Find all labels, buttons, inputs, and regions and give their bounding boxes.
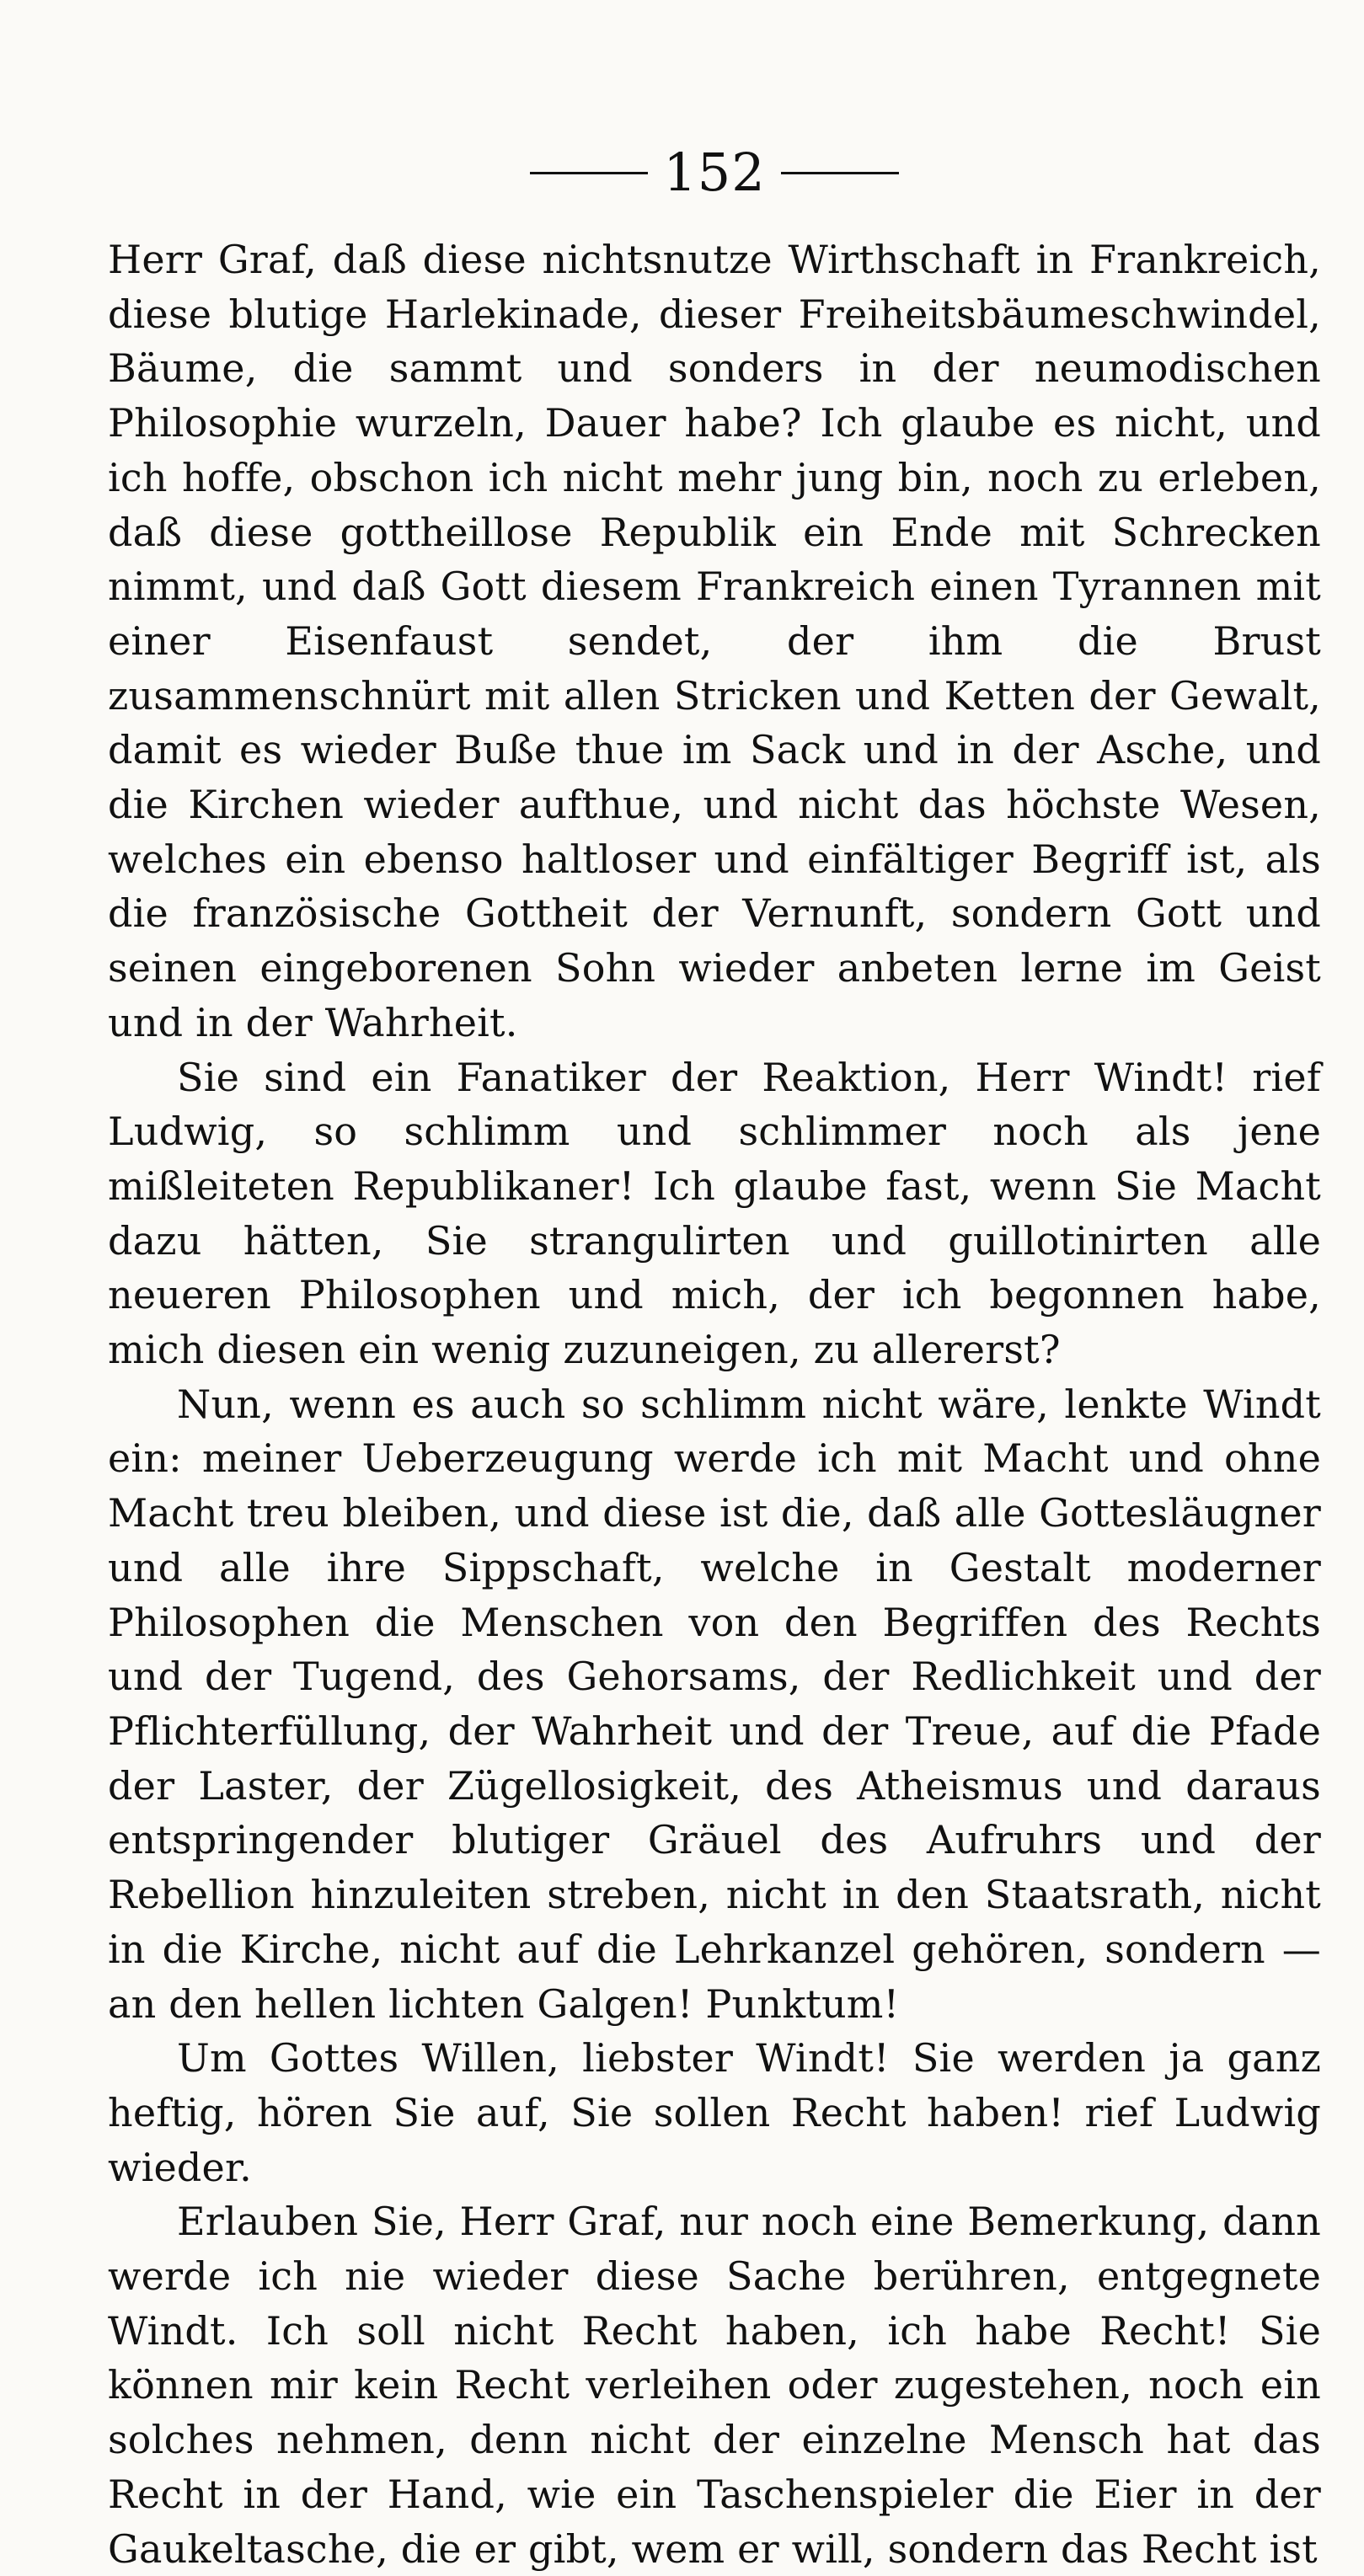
paragraph-3: Nun, wenn es auch so schlimm nicht wäre, lenkte Windt ein: meiner Ueberzeugung werde ich mit Macht und ohne Macht treu bleiben, und diese ist die, daß alle Gottesläugner und alle ihre Sippschaft, welche in Gestalt moderner Philosophen die Menschen von den Begriffen des Rechts und der Tugend, des Gehorsams, der Redlichkeit und der Pflichterfüllung, der Wahrheit und der Treue, auf die Pfade der Laster, der Zügellosigkeit, des Atheismus und daraus entspringender blutiger Gräuel des Aufruhrs und der Rebellion hinzuleiten streben, nicht in den Staatsrath, nicht in die Kirche, nicht auf die Lehrkanzel gehören, sondern — an den hellen lichten Galgen! Punktum! xyxy=(108,1381,1321,2027)
left-rule xyxy=(530,172,648,174)
paragraph-4: Um Gottes Willen, liebster Windt! Sie werden ja ganz heftig, hören Sie auf, Sie sollen Recht haben! rief Ludwig wieder. xyxy=(108,2035,1321,2190)
page-header xyxy=(108,143,1321,202)
paragraph-2: Sie sind ein Fanatiker der Reaktion, Herr Windt! rief Ludwig, so schlimm und schlimmer noch als jene mißleiteten Republikaner! Ich glaube fast, wenn Sie Macht dazu hätten, Sie strangulirten und guillotinirten alle neueren Philosophen und mich, der ich begonnen habe, mich diesen ein wenig zuzuneigen, zu allererst? xyxy=(108,1054,1321,1373)
paragraph-5: Erlauben Sie, Herr Graf, nur noch eine Bemerkung, dann werde ich nie wieder diese Sache berühren, entgegnete Windt. Ich soll nicht Recht haben, ich habe Recht! Sie können mir kein Recht verleihen oder zugestehen, noch ein solches nehmen, denn nicht der einzelne Mensch hat das Recht in der Hand, wie ein Taschenspieler die Eier in der Gaukeltasche, die er gibt, wem er will, sondern das Recht ist xyxy=(108,2199,1321,2572)
page-text xyxy=(108,232,1321,2576)
page-number: 152 xyxy=(663,142,766,203)
paragraph-1: Herr Graf, daß diese nichtsnutze Wirthschaft in Frankreich, diese blutige Harlekinade, dieser Freiheitsbäumeschwindel, Bäume, die sammt und sonders in der neumodischen Philosophie wurzeln, Dauer habe? Ich glaube es nicht, und ich hoffe, obschon ich nicht mehr jung bin, noch zu erleben, daß diese gottheillose Republik ein Ende mit Schrecken nimmt, und daß Gott diesem Frankreich einen Tyrannen mit einer Eisenfaust sendet, der ihm die Brust zusammenschnürt mit allen Stricken und Ketten der Gewalt, damit es wieder Buße thue im Sack und in der Asche, und die Kirchen wieder aufthue, und nicht das höchste Wesen, welches ein ebenso haltloser und einfältiger Begriff ist, als die französische Gottheit der Vernunft, sondern Gott und seinen eingeborenen Sohn wieder anbeten lerne im Geist und in der Wahrheit. xyxy=(108,237,1321,1045)
right-rule xyxy=(781,172,899,174)
book-page xyxy=(108,143,1321,2576)
